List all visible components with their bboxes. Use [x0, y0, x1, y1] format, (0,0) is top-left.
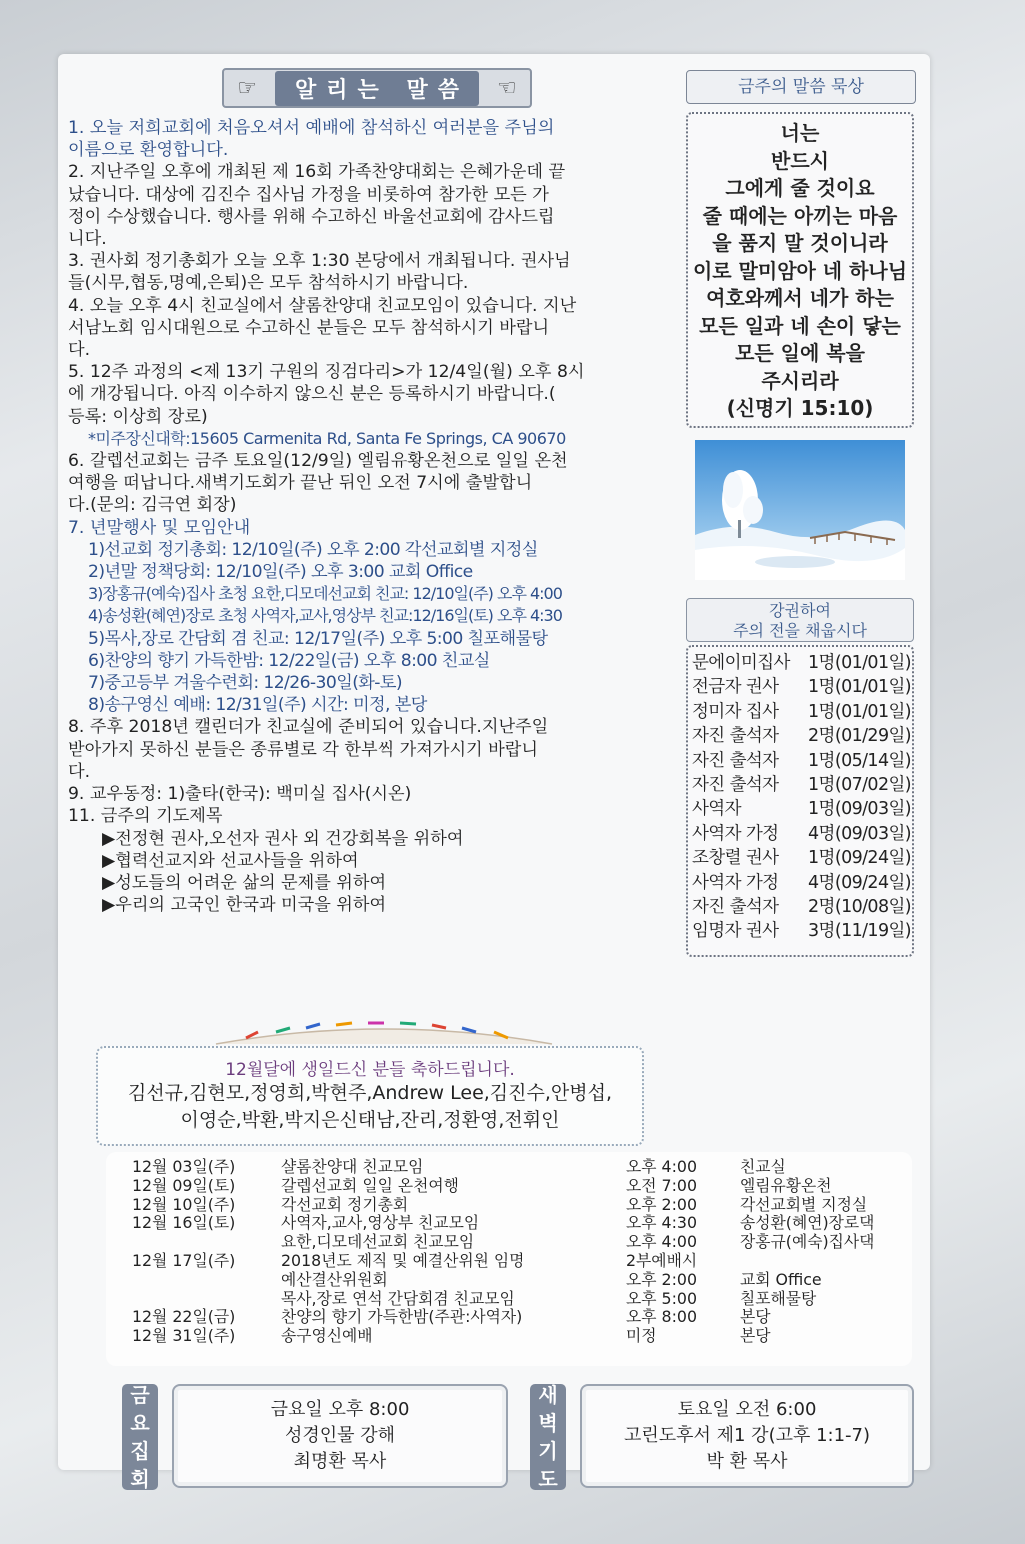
- label-char: 요: [130, 1411, 150, 1435]
- prayer-count: 1명(01/01일): [808, 653, 912, 673]
- announcements-title: 알리는 말씀: [275, 71, 479, 106]
- schedule-place: 교회 Office: [740, 1269, 822, 1289]
- prayer-count: 1명(01/01일): [808, 677, 912, 698]
- announcement-line: 에 개강됩니다. 아직 이수하지 않으신 분은 등록하시기 바랍니다.(: [68, 384, 556, 405]
- prayer-count: 1명(01/01일): [808, 701, 912, 722]
- prayer-name: 자진 출석자: [692, 750, 779, 771]
- friday-topic: 성경인물 강해: [284, 1425, 396, 1446]
- announcement-line: 여행을 떠납니다.새벽기도회가 끝난 뒤인 오전 7시에 출발합니: [68, 473, 533, 494]
- verse-line: 여호와께서 네가 하는: [706, 286, 894, 310]
- announcement-line: 서남노회 임시대원으로 수고하신 분들은 모두 참석하시기 바랍니: [68, 317, 550, 338]
- prayer-header-line1: 강권하여: [769, 601, 831, 620]
- pointing-hand-left-icon: ☜: [496, 75, 517, 101]
- list-item: [692, 651, 912, 675]
- prayer-count: 4명(09/03일): [808, 823, 912, 844]
- year-end-event: 4)송성환(혜연)장로 초청 사역자,교사,영상부 친교:12/16일(토) 오후 4:30: [88, 606, 562, 626]
- schedule-event: 샬롬찬양대 친교모임: [281, 1157, 424, 1176]
- schedule-event: 찬양의 향기 가득한밤(주관:사역자): [281, 1307, 523, 1327]
- prayer-name: 자진 출석자: [692, 726, 779, 747]
- announcement-line: 났습니다. 대상에 김진수 집사님 가정을 비롯하여 참가한 모든 가: [68, 184, 549, 205]
- announcement-address: *미주장신대학:15605 Carmenita Rd, Santa Fe Springs, CA 90670: [88, 428, 566, 448]
- prayer-name: 사역자: [692, 799, 741, 820]
- table-row: [106, 1327, 912, 1346]
- schedule-date: 12월 10일(주): [132, 1194, 236, 1214]
- birthday-cake-decoration: [206, 1014, 562, 1048]
- prayer-count: 1명(07/02일): [808, 775, 912, 796]
- pointing-hand-right-icon: ☞: [237, 75, 258, 101]
- schedule-time: 오후 5:00: [626, 1288, 698, 1308]
- list-item: [692, 797, 912, 821]
- verse-line: 모든 일에 복을: [735, 341, 865, 365]
- announcement-line: 4. 오늘 오후 4시 친교실에서 샬롬찬양대 친교모임이 있습니다. 지난: [68, 295, 577, 316]
- prayer-topic: ▶우리의 고국인 한국과 미국을 위하여: [102, 895, 387, 916]
- schedule-event: 송구영신예배: [281, 1326, 373, 1346]
- friday-time: 금요일 오후 8:00: [270, 1399, 410, 1420]
- label-char: 기: [538, 1439, 558, 1463]
- prayer-name: 자진 출석자: [692, 775, 779, 796]
- verse-line: 너는: [780, 121, 820, 145]
- verse-line: 반드시: [771, 148, 829, 173]
- verse-reference: (신명기 15:10): [726, 396, 874, 420]
- prayer-count: 1명(09/24일): [808, 848, 912, 869]
- schedule-table: [106, 1152, 912, 1366]
- announcement-line: 다.: [68, 761, 91, 782]
- schedule-place: 장홍규(예숙)집사댁: [740, 1232, 875, 1252]
- schedule-place: 각선교회별 지정실: [740, 1194, 868, 1214]
- announcement-line: 3. 권사회 정기총회가 오늘 오후 1:30 본당에서 개최됩니다. 권사님: [68, 251, 571, 272]
- verse-line: 이로 말미암아 네 하나님: [692, 258, 908, 283]
- table-row: [106, 1290, 912, 1309]
- label-char: 도: [538, 1467, 558, 1491]
- schedule-time: 오후 4:00: [626, 1157, 698, 1176]
- announcement-line: 니다.: [68, 229, 107, 250]
- meditation-verse-box: [686, 112, 914, 428]
- prayer-topic: ▶전정현 권사,오선자 권사 외 건강회복을 위하여: [102, 828, 464, 849]
- announcement-line: 들(시무,협동,명예,은퇴)은 모두 참석하시기 바랍니다.: [68, 273, 469, 294]
- label-char: 금: [130, 1383, 150, 1407]
- verse-line: 그에게 줄 것이요: [725, 176, 875, 200]
- schedule-date: 12월 03일(주): [132, 1157, 236, 1176]
- announcement-line: 다.: [68, 340, 91, 361]
- prayer-name: 사역자 가정: [692, 823, 779, 844]
- label-char: 새: [538, 1383, 558, 1407]
- birthday-names-line1: 김선규,김현모,정영희,박현주,Andrew Lee,김진수,안병섭,: [127, 1082, 613, 1104]
- prayer-list: [686, 645, 914, 957]
- list-item: [692, 675, 912, 699]
- year-end-event: 7)중고등부 겨울수련회: 12/26-30일(화-토): [88, 673, 403, 694]
- schedule-place: 본당: [740, 1307, 771, 1327]
- schedule-date: 12월 31일(주): [132, 1326, 236, 1346]
- prayer-count: 2명(10/08일): [808, 897, 912, 918]
- table-row: [106, 1158, 912, 1177]
- announcement-line: 이름으로 환영합니다.: [68, 140, 229, 161]
- announcement-line: 다.(문의: 김극연 회장): [68, 495, 237, 516]
- year-end-event: 3)장홍규(예숙)집사 초청 요한,디모데선교회 친교: 12/10일(주) 오후 4:00: [88, 584, 562, 604]
- schedule-time: 오후 2:00: [626, 1194, 698, 1214]
- prayer-count: 4명(09/24일): [808, 872, 912, 893]
- birthday-header: 12월달에 생일드신 분들 축하드립니다.: [225, 1060, 515, 1080]
- list-item: [692, 871, 912, 895]
- year-end-event: 8)송구영신 예배: 12/31일(주) 시간: 미정, 본당: [88, 695, 427, 716]
- dawn-prayer-box: [580, 1384, 914, 1488]
- list-item: [692, 724, 912, 748]
- table-row: [106, 1271, 912, 1290]
- schedule-event: 사역자,교사,영상부 친교모임: [281, 1213, 480, 1233]
- schedule-time: 오후 4:00: [626, 1232, 698, 1252]
- dawn-time: 토요일 오전 6:00: [677, 1399, 817, 1420]
- schedule-place: 송성환(혜연)장로댁: [740, 1213, 875, 1233]
- schedule-event: 2018년도 제직 및 예결산위원 임명: [281, 1250, 525, 1270]
- year-end-event: 2)년말 정책당회: 12/10일(주) 오후 3:00 교회 Office: [88, 562, 473, 583]
- announcement-line: 8. 주후 2018년 캘린더가 친교실에 준비되어 있습니다.지난주일: [68, 717, 549, 738]
- birthday-box: [96, 1046, 644, 1146]
- schedule-place: 본당: [740, 1326, 771, 1346]
- label-char: 회: [130, 1467, 150, 1491]
- prayer-count: 2명(01/29일): [808, 726, 912, 747]
- schedule-time: 미정: [626, 1326, 657, 1346]
- schedule-time: 오후 2:00: [626, 1269, 698, 1289]
- friday-meeting-label: [122, 1384, 158, 1490]
- prayer-name: 정미자 집사: [692, 701, 779, 722]
- friday-speaker: 최명환 목사: [293, 1451, 387, 1472]
- verse-line: 주시리라: [761, 368, 839, 393]
- list-item: [692, 919, 912, 943]
- announcement-line: 2. 지난주일 오후에 개최된 제 16회 가족찬양대회는 은혜가운데 끝: [68, 162, 566, 183]
- dawn-prayer-label: [530, 1384, 566, 1490]
- table-row: [106, 1233, 912, 1252]
- announcement-line: 5. 12주 과정의 <제 13기 구원의 징검다리>가 12/4일(월) 오후 8시: [68, 362, 585, 383]
- list-item: [692, 700, 912, 724]
- schedule-date: 12월 16일(토): [132, 1213, 236, 1233]
- table-row: [106, 1252, 912, 1271]
- dawn-speaker: 박 환 목사: [706, 1451, 788, 1472]
- prayer-name: 문에이미집사: [692, 653, 790, 673]
- list-item: [692, 895, 912, 919]
- announcement-line: 등록: 이상희 장로): [68, 406, 208, 427]
- schedule-date: 12월 22일(금): [132, 1307, 236, 1327]
- schedule-place: 친교실: [740, 1157, 786, 1176]
- schedule-place: 칠포해물탕: [740, 1288, 817, 1308]
- schedule-event: 목사,장로 연석 간담회겸 친교모임: [281, 1288, 515, 1308]
- meditation-header: 금주의 말씀 묵상: [686, 70, 916, 104]
- table-row: [106, 1196, 912, 1215]
- verse-line: 모든 일과 네 손이 닿는: [699, 313, 901, 338]
- prayer-name: 임명자 권사: [692, 921, 779, 942]
- table-row: [106, 1177, 912, 1196]
- schedule-date: 12월 09일(토): [132, 1175, 236, 1195]
- schedule-event: 요한,디모데선교회 친교모임: [281, 1232, 475, 1252]
- verse-line: 줄 때에는 아끼는 마음: [702, 203, 898, 228]
- schedule-place: 엘림유황온천: [740, 1175, 832, 1195]
- announcement-line: 9. 교우동정: 1)출타(한국): 백미실 집사(시온): [68, 784, 412, 805]
- prayer-header-line2: 주의 전을 채웁시다: [733, 621, 867, 640]
- announcements-list: [68, 117, 676, 916]
- birthday-names-line2: 이영순,박환,박지은신태남,잔리,정환영,전휘인: [180, 1109, 560, 1131]
- prayer-count: 3명(11/19일): [808, 921, 912, 942]
- announcement-line: 정이 수상했습니다. 행사를 위해 수고하신 바울선교회에 감사드립: [68, 206, 555, 227]
- prayer-name: 자진 출석자: [692, 897, 779, 918]
- schedule-time: 오후 4:30: [626, 1213, 698, 1233]
- prayer-count: 1명(09/03일): [808, 799, 912, 820]
- label-char: 벽: [538, 1411, 558, 1435]
- list-item: [692, 749, 912, 773]
- verse-line: 을 품지 말 것이니라: [712, 231, 888, 255]
- prayer-topic: ▶성도들의 어려운 삶의 문제를 위하여: [102, 872, 387, 893]
- prayer-topic: ▶협력선교지와 선교사들을 위하여: [102, 850, 359, 871]
- prayer-name: 사역자 가정: [692, 872, 779, 893]
- announcements-header: [222, 68, 532, 108]
- prayer-name: 조창렬 권사: [692, 848, 779, 869]
- list-item: [692, 773, 912, 797]
- announcement-line: 11. 금주의 기도제목: [68, 806, 223, 827]
- prayer-list-header: [686, 598, 914, 642]
- announcement-line: 1. 오늘 저희교회에 처음오셔서 예배에 참석하신 여러분을 주님의: [68, 118, 555, 138]
- year-end-event: 6)찬양의 향기 가득한밤: 12/22일(금) 오후 8:00 친교실: [88, 650, 490, 671]
- year-end-event: 5)목사,장로 간담회 겸 친교: 12/17일(주) 오후 5:00 칠포해물탕: [88, 628, 548, 649]
- schedule-time: 오전 7:00: [626, 1175, 698, 1195]
- table-row: [106, 1308, 912, 1327]
- dawn-topic: 고린도후서 제1 강(고후 1:1-7): [623, 1425, 871, 1446]
- announcement-line: 받아가지 못하신 분들은 종류별로 각 한부씩 가져가시기 바랍니: [68, 739, 538, 760]
- schedule-time: 오후 8:00: [626, 1307, 698, 1327]
- list-item: [692, 846, 912, 870]
- year-end-event: 1)선교회 정기총회: 12/10일(주) 오후 2:00 각선교회별 지정실: [88, 539, 538, 560]
- table-row: [106, 1214, 912, 1233]
- winter-landscape-image: [695, 440, 905, 580]
- list-item: [692, 822, 912, 846]
- schedule-event: 예산결산위원회: [281, 1269, 388, 1289]
- schedule-event: 각선교회 정기총회: [281, 1194, 409, 1214]
- prayer-count: 1명(05/14일): [808, 750, 912, 771]
- prayer-name: 전금자 권사: [692, 677, 779, 698]
- schedule-time: 2부예배시: [626, 1250, 698, 1270]
- announcement-line: 7. 년말행사 및 모임안내: [68, 517, 251, 538]
- schedule-event: 갈렙선교회 일일 온천여행: [281, 1175, 459, 1195]
- announcement-line: 6. 갈렙선교회는 금주 토요일(12/9일) 엘림유황온천으로 일일 온천: [68, 451, 568, 472]
- label-char: 집: [130, 1439, 150, 1463]
- friday-meeting-box: [172, 1384, 508, 1488]
- schedule-date: 12월 17일(주): [132, 1250, 236, 1270]
